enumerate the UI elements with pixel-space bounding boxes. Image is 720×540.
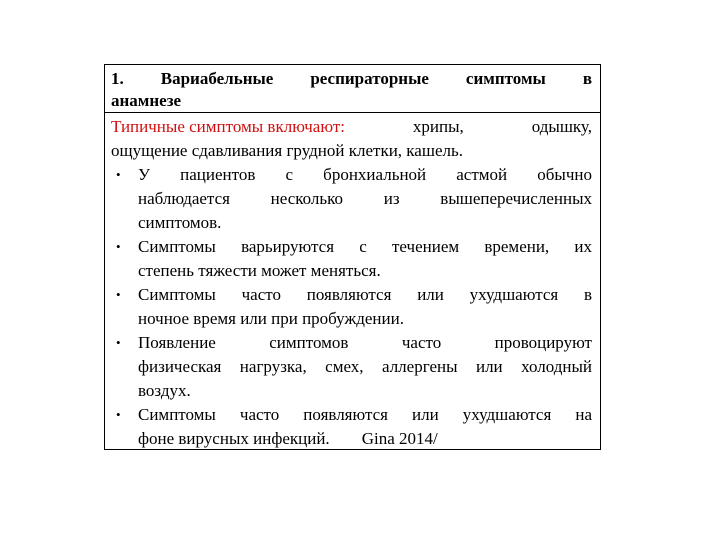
item-line: Появление симптомов часто провоцируют	[138, 333, 592, 352]
bullet-icon: •	[116, 239, 121, 254]
heading-word: Вариабельные	[160, 69, 274, 88]
intro-word: хрипы,	[412, 117, 464, 136]
heading	[105, 65, 600, 113]
intro-word: одышку,	[531, 117, 592, 136]
bullet-icon: •	[116, 335, 121, 350]
list-item	[111, 331, 592, 403]
list-item	[111, 403, 592, 451]
item-line: фоне вирусных инфекций.	[138, 429, 330, 448]
content-box	[104, 64, 601, 450]
heading-word: респираторные	[310, 69, 429, 88]
bullet-icon: •	[116, 167, 121, 182]
item-line: Симптомы часто появляются или ухудшаются в	[138, 285, 592, 304]
item-line: физическая нагрузка, смех, аллергены или холодный	[138, 357, 592, 376]
item-line: У пациентов с бронхиальной астмой обычно	[138, 165, 592, 184]
bullet-icon: •	[116, 407, 121, 422]
item-line: симптомов.	[138, 213, 222, 232]
item-line: ночное время или при пробуждении.	[138, 309, 404, 328]
item-line: Симптомы часто появляются или ухудшаются на	[138, 405, 592, 424]
item-line: воздух.	[138, 381, 191, 400]
citation: Gina 2014/	[361, 429, 438, 448]
item-line: наблюдается несколько из вышеперечисленных	[138, 189, 592, 208]
intro-line-2: ощущение сдавливания грудной клетки, кашель.	[111, 141, 463, 160]
heading-word: симптомы	[465, 69, 546, 88]
intro-paragraph	[111, 115, 592, 163]
list-item	[111, 235, 592, 283]
heading-line-2: анамнезе	[111, 91, 182, 110]
heading-word: 1.	[111, 69, 124, 88]
bullet-icon: •	[116, 287, 121, 302]
intro-highlight: Типичные симптомы включают:	[111, 117, 345, 136]
heading-line-1	[111, 68, 592, 90]
document-body	[105, 113, 600, 451]
item-line: степень тяжести может меняться.	[138, 261, 381, 280]
item-line: Симптомы варьируются с течением времени, их	[138, 237, 592, 256]
list-item	[111, 163, 592, 235]
list-item	[111, 283, 592, 331]
heading-word: в	[582, 69, 592, 88]
